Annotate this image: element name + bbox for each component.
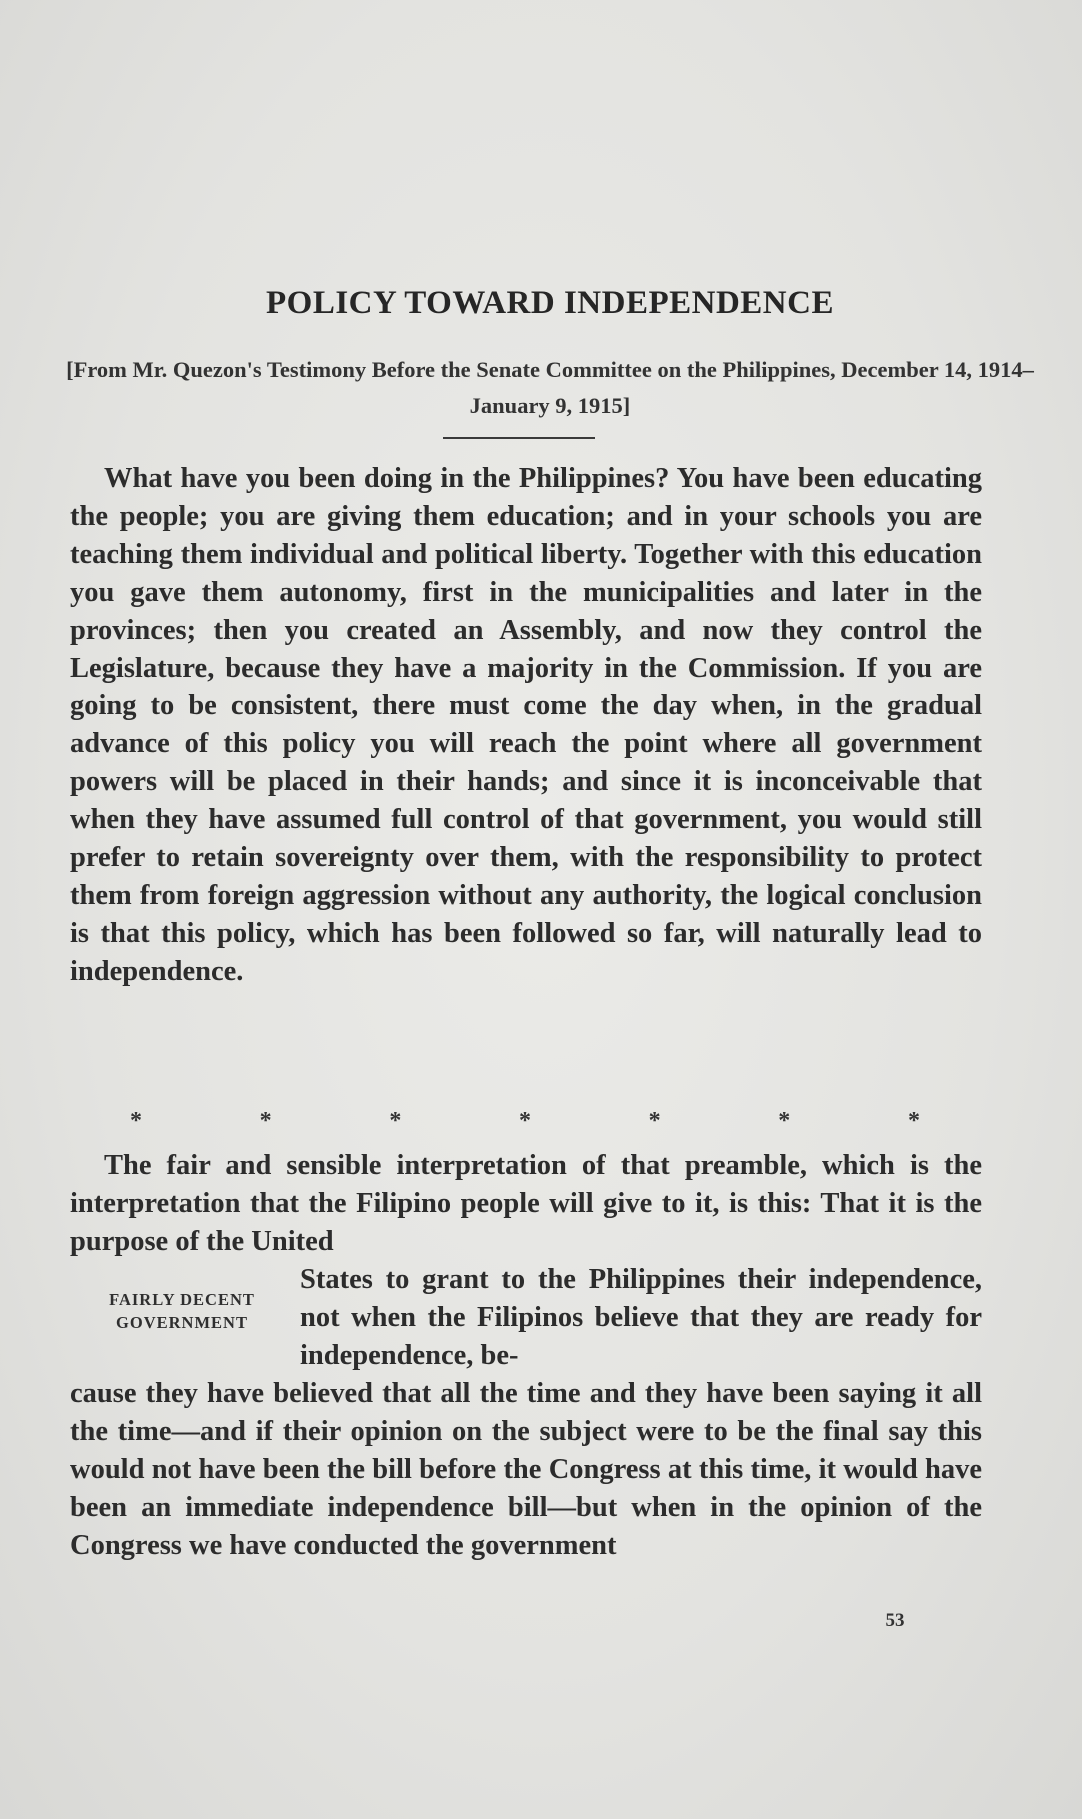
margin-note-line-1: FAIRLY DECENT <box>109 1290 255 1309</box>
body-paragraph-2-middle: States to grant to the Philippines their independence, not when the Filipinos believe that they are ready for independence, be- <box>300 1264 982 1371</box>
separator-star: * <box>130 1108 142 1134</box>
section-separator <box>130 1108 920 1135</box>
margin-note-line-2: GOVERNMENT <box>116 1313 248 1332</box>
separator-star: * <box>518 1108 531 1134</box>
page-number: 53 <box>885 1610 905 1631</box>
body-paragraph-2-end: cause they have believed that all the time and they have been saying it all the time—and if their opinion on the subject were to be the final say this would not have been the bill before the Congress at this time, it would have been an immediate independence bill—but when in the opinion of the Congress we have conducted the government <box>70 1378 982 1561</box>
separator-star: * <box>778 1108 791 1134</box>
source-citation: [From Mr. Quezon's Testimony Before the Senate Committee on the Philippines, December 14, 1914–January 9, 1915] <box>66 357 1034 418</box>
body-paragraph-1: What have you been doing in the Philippines? You have been educating the people; you are giving them education; and in your schools you are teaching them individual and political liberty. Together with this education you gave them autonomy, first in the municipalities and later in the provinces; then you created an Assembly, and now they control the Legislature, because they have a majority in the Commission. If you are going to be consistent, there must come the day when, in the gradual advance of this policy you will reach the point where all government powers will be placed in their hands; and since it is inconceivable that when they have assumed full control of that government, you would still prefer to retain sovereignty over them, with the responsibility to protect them from foreign aggression without any authority, the logical conclusion is that this policy, which has been followed so far, will naturally lead to independence. <box>70 463 982 987</box>
page-title: POLICY TOWARD INDEPENDENCE <box>266 285 834 321</box>
separator-star: * <box>259 1108 272 1134</box>
title-divider <box>443 437 595 439</box>
separator-star: * <box>907 1108 920 1134</box>
separator-star: * <box>648 1108 661 1134</box>
margin-note <box>72 1288 292 1334</box>
separator-star: * <box>389 1108 402 1134</box>
body-paragraph-2-start: The fair and sensible interpretation of that preamble, which is the interpretation that the Filipino people will give to it, is this: That it is the purpose of the United <box>70 1150 982 1257</box>
